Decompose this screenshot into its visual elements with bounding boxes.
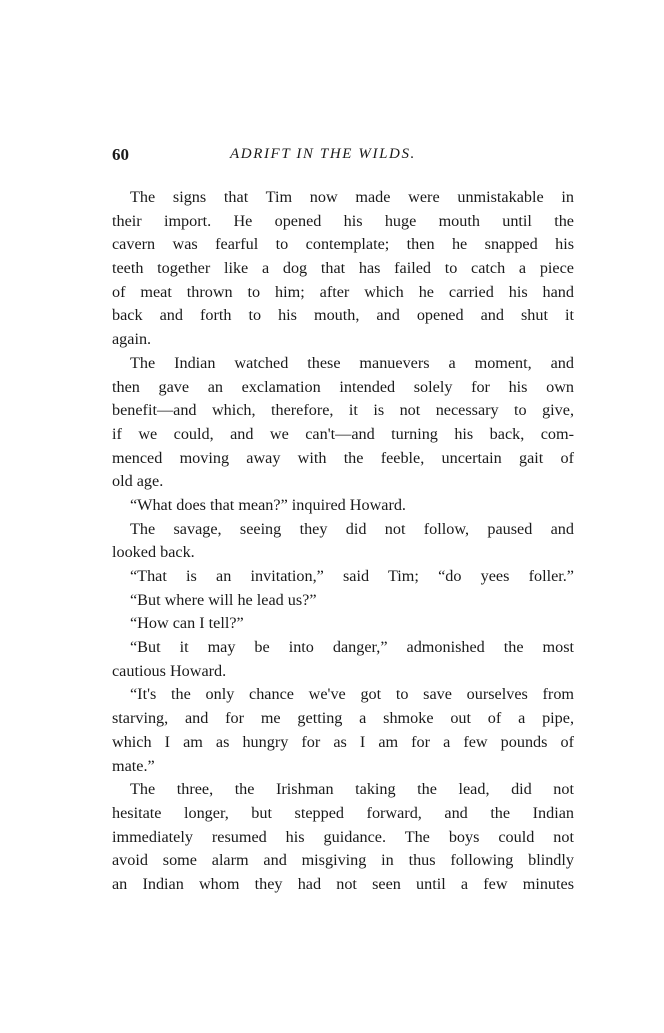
text-line: again. [112, 330, 152, 349]
text-line: The three, the Irishman taking the lead, did not [130, 780, 574, 799]
text-line: looked back. [112, 543, 195, 562]
text-line: immediately resumed his guidance. The boys could not [112, 827, 574, 846]
text-line: menced moving away with the feeble, uncertain gait of [112, 448, 574, 467]
text-line: “That is an invitation,” said Tim; “do yees foller.” [130, 567, 574, 585]
text-line: The Indian watched these manuevers a moment, and [130, 353, 574, 372]
text-line: which I am as hungry for as I am for a few pounds of [112, 732, 574, 751]
text-line: hesitate longer, but stepped forward, and the Indian [112, 803, 574, 822]
text-line: back and forth to his mouth, and opened and shut it [112, 306, 574, 325]
page-header [112, 145, 574, 171]
text-line: of meat thrown to him; after which he carried his hand [112, 282, 574, 301]
text-line: avoid some alarm and misgiving in thus following blindly [112, 851, 574, 870]
text-line: teeth together like a dog that has failed to catch a piece [112, 259, 574, 278]
text-line: benefit—and which, therefore, it is not necessary to give, [112, 401, 574, 420]
text-line: starving, and for me getting a shmoke out of a pipe, [112, 709, 574, 728]
text-line: cautious Howard. [112, 661, 227, 680]
text-line: cavern was fearful to contemplate; then he snapped his [112, 235, 574, 254]
text-line: “But it may be into danger,” admonished the most [130, 638, 574, 657]
text-line: “But where will he lead us?” [130, 590, 317, 609]
running-title: ADRIFT IN THE WILDS. [230, 146, 416, 162]
text-line: then gave an exclamation intended solely for his own [112, 377, 574, 396]
text-line: The savage, seeing they did not follow, paused and [130, 519, 574, 538]
text-line: their import. He opened his huge mouth until the [112, 211, 574, 230]
text-line: old age. [112, 472, 164, 491]
text-line: “What does that mean?” inquired Howard. [130, 495, 406, 514]
text-line: The signs that Tim now made were unmistakable in [130, 188, 574, 206]
text-line: an Indian whom they had not seen until a few minutes [112, 874, 574, 893]
text-line: mate.” [112, 756, 155, 775]
page-number: 60 [112, 145, 129, 164]
text-line: “It's the only chance we've got to save ourselves from [130, 685, 574, 704]
text-line: if we could, and we can't—and turning his back, com- [112, 424, 574, 443]
body-text [112, 186, 574, 897]
text-line: “How can I tell?” [130, 614, 244, 633]
